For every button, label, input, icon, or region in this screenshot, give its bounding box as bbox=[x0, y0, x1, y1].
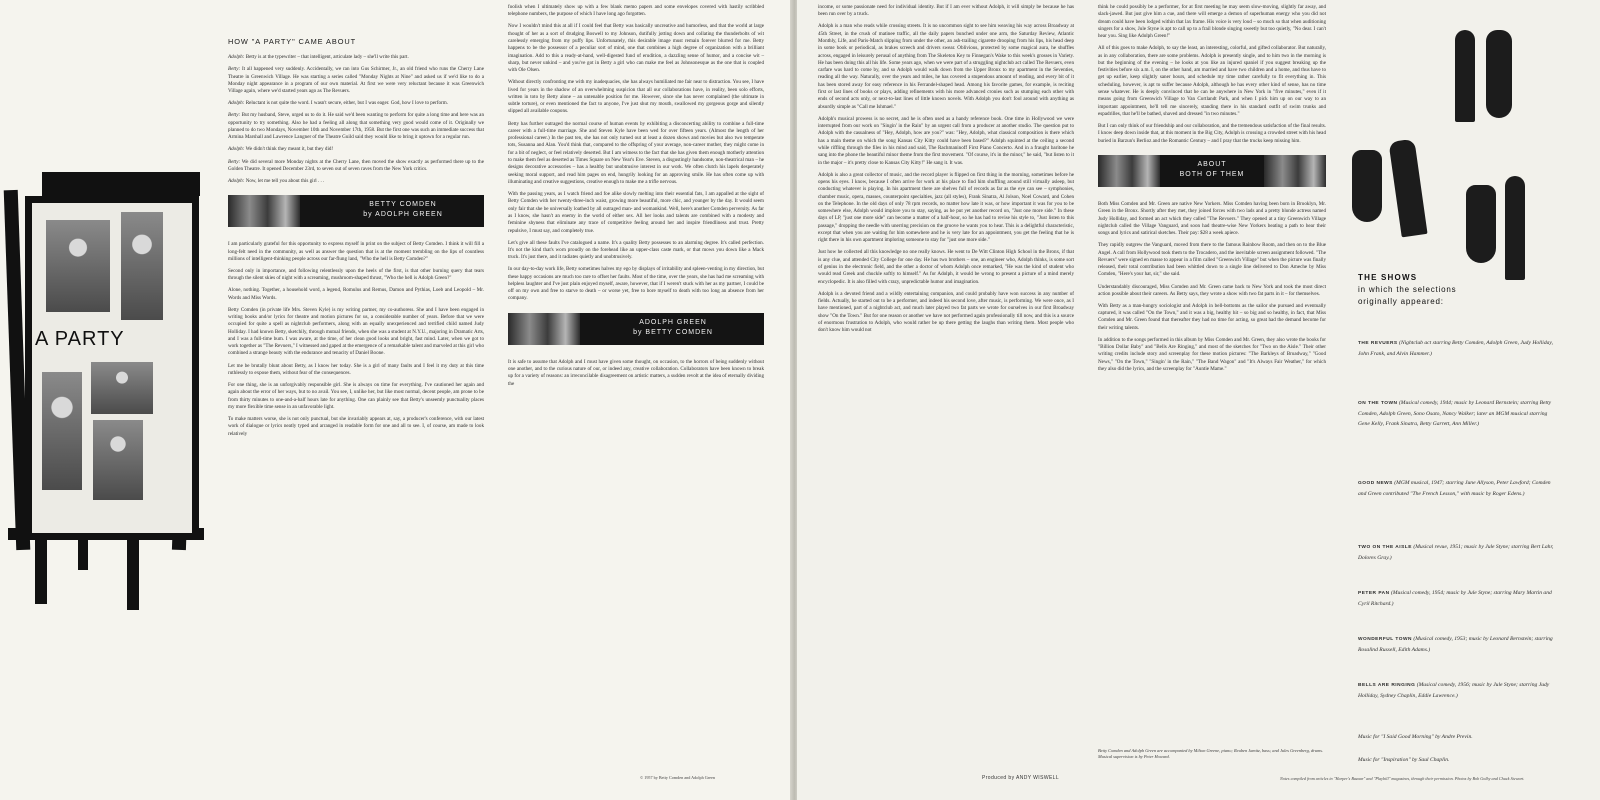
show-entry: ON THE TOWN (Musical comedy, 1944; music by Leonard Bernstein; starring Betty Comden, Adolph Green, Sono Osato, Nancy Walker; later an MGM musical starring Gene Kelly, Frank Sinatra, Betty Garrett, Ann Miller.) bbox=[1358, 400, 1552, 427]
dialogue-line: Betty: We did several more Monday nights at the Cherry Lane, then moved the show exactly as performed there up to the Golden Theatre. It opened December 23rd, to seven out of seven raves from the New York critics. bbox=[228, 158, 484, 172]
paragraph: All of this goes to make Adolph, to say the least, an interesting, colorful, and gifted collaborator. But naturally, as in any collaboration, there are some problems. Adolph is presently single, and to him two in the morning is but the beginning of the evening – he looks at you like an injured spaniel if you suggest breaking up the festivities before six a.m. I, on the other hand, am married and have two children and a home, and thus have to get up earlier, keep slightly saner hours, and schedule my time rather carefully to fit everything in. This scheduling, however, is apt to suffer because Adolph, although he has every other kind of sense, has no time sense whatever. He is deeply convinced that he can be anywhere in New York in "five minutes," even if it means going from Greenwich Village to Van Cortlandt Park, and when I pick him up on our way to an important appointment, he'll tell me sincerely, standing there in his standard outfit of swim trunks and espadrilles, that he'll be bathed, shaved and dressed "in two minutes." bbox=[1098, 45, 1326, 117]
easel-title: A PARTY bbox=[35, 328, 125, 350]
easel-foot-right bbox=[127, 540, 139, 610]
paragraph: Adolph is also a great collector of music, and the record player is flipped on first thing in the morning, sometimes before he opens his eyes. I know, because I often arrive for work at his place to find him shuffling around still virtually asleep, but conducting whatever is playing. In his apartment there are shelves full of records as far as the eye can see – symphonies, chamber music, opera, masses, counterpoint specialties, jazz (all styles), Frank Sinatra, Al Jolson, Noel Coward, and Cohen on the Telephone. In the old days of only 78 rpm records, no matter how late it was, or how important it was for you to be somewhere else, Adolph would implore you to stay, saying, as he put yet another record on, "Just one more side." In these days of LP, "just one more side" can become a matter of a half-hour, so he has had to revise his style to, "Just listen to this passage," dropping the needle with unerring precision on the groove he wants you to hear. This is a delightful characteristic, except that when you are waiting for him somewhere and he is very late for an appointment, you get the feeling that he is right there in his own apartment imploring someone to stay for "just one more side." bbox=[818, 171, 1074, 244]
dialogue-line: Betty: But my husband, Steve, urged us to do it. He said we'd been wanting to perform for quite a long time and here was an opportunity to try something. Also he had a feeling all along that something very good would come of it. Originally we planned to do two Mondays, November 10th and November 17th, 1958. But the first one was such an immediate success that Armina Marshall and Lawrence Langner of the Theatre Guild said they would like to bring it uptown for a regular run. bbox=[228, 112, 484, 141]
notes-credit: Notes compiled from articles in "Harper's Bazaar" and "Playbill" magazines, through their permission. Photos by Bob Golby and Chuck Stewart. bbox=[1280, 776, 1525, 781]
musicians-credit: Betty Comden and Adolph Green are accompanied by Milton Greene, piano; Reuben Jamitz, bass; and Jules Greenberg, drums. Musical supervision is by Peter Howard. bbox=[1098, 748, 1324, 759]
dialogue-line: Betty: It all happened very suddenly. Accidentally, we ran into Gus Schirmer, Jr., an old friend who runs the Cherry Lane Theatre in Greenwich Village. He was starting a series called "Monday Nights at Nine" and asked us if we'd like to do a Monday night appearance in a program of our own material. At first we were very reluctant because it was Greenwich Village again, where we'd started years ago as The Revuers. bbox=[228, 66, 484, 95]
paragraph: Alone, nothing. Together, a household word, a legend, Romulus and Remus, Damon and Pythias, Loeb and Leopold – Mr. Words and Miss Words. bbox=[228, 287, 484, 301]
dialogue-line: Adolph: We didn't think they meant it, but they did! bbox=[228, 146, 334, 153]
figure-woman-right bbox=[1466, 185, 1496, 263]
paragraph: With the passing years, as I watch friend and foe alike slowly melting into their essential fats, I am appalled at the sight of Betty Comden with her twenty-three-inch waist, growing more beautiful, more chic, and younger by the day. It would seem only fair that she be universally loathed by all outraged man- and womankind. Well, here's another Comden perversity. As far as I know, she hasn't an enemy in the world of either sex. All her looks and talents are combined with a modesty and feminine shyness that eliminate any trace of competitive feeling around her and inspire friendliness and trust. Pretty repulsive, I must say, and completely true. bbox=[508, 191, 764, 234]
copyright: © 1957 by Betty Comden and Adolph Green bbox=[640, 775, 715, 780]
paragraph: But I can only think of our friendship and our collaboration, and the tremendous satisfaction of the final results. I know deep down inside that, at this moment in the Big City, Adolph is crossing a crowded street with his head buried in Barzun's Berlioz and the Romantic Century – and I pray that the trucks keep missing him. bbox=[1098, 123, 1326, 144]
easel-foot-left bbox=[35, 540, 47, 604]
paragraph: In addition to the songs performed in this album by Miss Comden and Mr. Green, they also wrote the books for "Billion Dollar Baby" and "Bells Are Ringing," and most of the sketches for "Two on the Aisle." Their other writing credits include story and screenplay for these motion pictures: "The Barkleys of Broadway," "Good News," "On the Town," "Singin' in the Rain," "The Band Wagon" and "It's Always Fair Weather," for which they also did the lyrics, and the screenplay for "Auntie Mame." bbox=[1098, 336, 1326, 373]
section-heading: HOW "A PARTY" CAME ABOUT bbox=[228, 37, 357, 46]
paragraph: income, or some passionate need for individual identity. But if I am ever without Adolph, it will simply be because he has been run over by a truck. bbox=[818, 4, 1074, 18]
column-1 bbox=[228, 30, 484, 443]
photo-eyes bbox=[228, 195, 300, 227]
figure-woman-top bbox=[1486, 30, 1512, 118]
show-entry: THE REVUERS (Nightclub act starring Betty Comden, Adolph Green, Judy Holliday, John Frank, and Alvin Hammer.) bbox=[1358, 340, 1553, 357]
photo-dancing bbox=[93, 420, 143, 500]
easel-top bbox=[42, 172, 200, 196]
figure-woman-left bbox=[1352, 150, 1382, 222]
column-4 bbox=[1098, 4, 1326, 378]
paragraph: Now I wouldn't mind this at all if I could feel that Betty was basically uncreative and humorless, and that the world at large thought of her as a sort of drudging Boswell to my Johnson, dutifully jotting down and collating the thunderbolts of wit carelessly emerging from my puffy lips. Unfortunately, this desirable image must remain forever blurred for me. Betty happens to be the possessor of a peculiar sort of mind, one that combines a high degree of organization with a brilliant imagination. Add to this a ready-at-hand, well-digested fund of erudition, a dazzling sense of humor, and a concise wit – sharp, but never unkind – and you've got in Betty a girl who can make me feel as Johnsonesque as the one that is coupled with Ole Olsen. bbox=[508, 23, 764, 74]
column-2 bbox=[508, 4, 764, 393]
header-bar-about-both bbox=[1098, 155, 1326, 187]
paragraph: Understandably discouraged, Miss Comden and Mr. Green came back to New York and took the most direct action possible about their careers. As Betty says, they wrote a show with two fat parts in it – for themselves. bbox=[1098, 283, 1326, 297]
show-entry: BELLS ARE RINGING (Musical comedy, 1956; music by Jule Styne; starring Judy Holliday, Sydney Chaplin, Eddie Lawrence.) bbox=[1358, 682, 1550, 699]
show-entry: Music for "Inspiration" by Saul Chaplin. bbox=[1358, 757, 1450, 763]
paragraph: Adolph's musical prowess is no secret, and he is often used as a handy reference book. One time in Hollywood we were interrupted from our work on "Singin' in the Rain" by an urgent call from a producer at another studio. The question put to Adolph with the casualness of "Hey, Adolph, how are you?" was: "Hey, Adolph, what classical composition is there which has a main theme on which the song Kansas City Kitty could have been based?" Adolph squinted at the ceiling a second while riffling through the files in his mind and said, The Rachmaninoff First Piano Concerto. And in a fraught baritone he sang into the phone the beautiful minor theme from the first movement. "Of course, it's in the minor," he said, "but listen to it in the major – it's pretty close to Kansas City Kitty!" He sang it. It was. bbox=[818, 115, 1074, 166]
photo-single-left bbox=[42, 372, 82, 490]
bar-label: ADOLPH GREEN by BETTY COMDEN bbox=[633, 318, 713, 336]
photo-eyes-right bbox=[1264, 155, 1326, 187]
paragraph: think he could possibly be a performer, for at first meeting he may seem slow-moving, slightly far away, and slack-jawed. But just give him a cue, and there will emerge a demon of superhuman energy who you did not dream could have been lodged within that lax frame. His voice is very loud – so much so that when auditioning singers for a show, Jule Styne is apt to call up to a frail blonde singing sweetly but too quietly, "No dear. I can't hear you. Sing like Adolph Green!" bbox=[1098, 4, 1326, 40]
dialogue-line: Adolph: Betty is at the typewriter – that intelligent, articulate lady – she'll write this part. bbox=[228, 54, 409, 61]
paragraph: Just how he collected all this knowledge no one really knows. He went to De Witt Clinton High School in the Bronx, if that is any clue, and attended City College for one day. He has two brothers – one, an engineer who, Adolph thinks, is some sort of genius in the electronic field, and the other a doctor of whom Adolph once remarked, "He was the kind of student who would read Greek and chuckle softly to himself." As for Adolph, it would be wrong to present a picture of a mind merely encyclopedic. It is also filled with crazy, unpredictable humor and imagination. bbox=[818, 249, 1074, 285]
shows-title: THE SHOWS in which the selections originally appeared: bbox=[1358, 273, 1457, 306]
photo-duo-top bbox=[46, 220, 110, 312]
header-bar-adolph-green bbox=[508, 313, 764, 345]
paragraph: Adolph is a man who reads while crossing streets. It is no uncommon sight to see him weaving his way across Broadway at 45th Street, in the crush of matinee traffic, all the daily papers bunched under one arm, the Saturday Review, Atlantic Monthly, Life, and Paris-Match slipping from under the other, an ash-trailing cigarette drooping from his lips, his head deep in some book or periodical, as brakes screech and drivers swear. Oblivious, protected by some magical aura, he shuffles across, engaged in leisurely perusal of anything from The Skeleton Key to Finnegan's Wake to this week's grosses in Variety. He has been doing this all his life. Some years ago, when we were part of a struggling nightclub act called The Revuers, even carfare was hard to come by, and so Adolph would walk down from the Upper Bronx to my apartment in the Seventies, reading all the way. Naturally, over the years and miles, he has covered a stupendous amount of reading, and every bit of it has been stored away for easy reference in his Ferrandel-shaped head. Among his favorite games, for example, is reciting first or last lines of books or plays, adding refinements with his more advanced cronies such as stumping each other with ends of second acts only, or next-to-last lines of little known novels. With Adolph you don't fool around with anything as absurdly simple as "Call me Ishmael." bbox=[818, 23, 1074, 110]
paragraph: Let's give all these faults I've catalogued a name. It's a quality Betty possesses to an alarming degree. It's called perfection. It's not the kind that's worn proudly on the forehead like an upper-class caste mark, or that mows you down like a Mack truck. It's just there, and it radiates quietly and unobtrusively. bbox=[508, 239, 764, 261]
figure-man-right bbox=[1505, 176, 1525, 280]
paragraph: Both Miss Comden and Mr. Green are native New Yorkers. Miss Comden having been born in Brooklyn, Mr. Green in the Bronx. Shortly after they met, they joined forces with two lads and a pretty blonde actress named Judy Holliday, and formed an act which they called "The Revuers." They opened at a tiny Greenwich Village nightclub called the Village Vanguard, and soon had theatre-wise New Yorkers beating a path to hear their songs and lyrics and satirical sketches. Their pay: $28 a week apiece. bbox=[1098, 200, 1326, 237]
paragraph: Second only in importance, and following relentlessly upon the heels of the first, is that other burning query that tears through the silent skies of night with a screaming, mushroom-shaped thrust, "Who the hell is Adolph Green?" bbox=[228, 267, 484, 282]
paragraph: In our day-to-day work life, Betty sometimes halves my ego by displays of irritability and spleen-venting in my direction, but these happy occasions are much too rare to offset her faults. Most of the time, over the years, she has had me screaming with helpless laughter and I've just plain enjoyed myself, aware, however, that if I weren't stuck with her as my partner, I could be off on my own and free to starve to death – or worse yet, free to bore myself to death with too long an absence from her company. bbox=[508, 266, 764, 302]
photo-eyes-left bbox=[1098, 155, 1160, 187]
dialogue-line: Adolph: Now, let me tell you about this girl . . . bbox=[228, 177, 325, 184]
paragraph: foolish when I ultimately show up with a few blank memo papers and some envelopes covered with hastily scribbled telephone numbers, the purpose of which I have long ago forgotten. bbox=[508, 4, 764, 18]
photo-face bbox=[91, 362, 153, 414]
paragraph: With Betty as a man-hungry sociologist and Adolph in bell-bottoms as the sailor she pursued and eventually captured, it was called "On the Town," and it was a big, healthy hit – so big and so healthy, in fact, that Miss Comden and Mr. Green found that thereafter they had no time for acting, so great had the demand become for their writing talents. bbox=[1098, 302, 1326, 331]
column-3 bbox=[818, 4, 1074, 339]
photo-face-left bbox=[508, 313, 580, 345]
show-entry: PETER PAN (Musical comedy, 1954; music by Jule Styne; starring Mary Martin and Cyril Ritchard.) bbox=[1358, 590, 1552, 607]
paragraph: Betty Comden (in private life Mrs. Steven Kyle) is my writing partner, my co-authoress. She and I have been engaged in writing books and/or lyrics for theatre and motion pictures for us, a considerable number of years. Before that we were occupied for quite a spell as nightclub performers, along with an equally unexperienced and terrified child named Judy Holliday. I had known Betty, sketchily, through mutual friends, when she was a student at N.Y.U., majoring in Dramatic Arts, and I was a full-time bum. I was aware, at the time, of her clean good looks and bright, fast mind. Later, when we got to work together as "The Revuers," I witnessed and gaped at the emergence of a remarkable talent and marveled at this girl who combined a strange beauty with the endurance and tenacity of Daniel Boone. bbox=[228, 306, 484, 357]
paragraph: Let me be brutally blunt about Betty, as I know her today. She is a girl of many faults and I feel it my duty at this time ruthlessly to expose them, without fear of the consequences. bbox=[228, 362, 484, 376]
paragraph: It is safe to assume that Adolph and I must have given some thought, on occasion, to the horrors of being suddenly without one another, and to the curious nature of our, or indeed any, creative collaboration. Collaborators have been known to break up for a variety of reasons: an irreconcilable disagreement on artistic matters, a sudden revolt at the idea of eternally dividing the bbox=[508, 358, 764, 387]
paragraph: They rapidly outgrew the Vanguard, moved from there to the famous Rainbow Room, and then on to the Blue Angel. A call from Hollywood took them to the Trocadero, and the inevitable screen assignment followed. "The Revuers" were signed en masse to appear in a film called "Greenwich Village" but when the picture was finally released, their total contribution had been whittled down to a single line delivered to Don Ameche by Miss Comden, "Here's your hat, sir," she said. bbox=[1098, 242, 1326, 278]
paragraph: To make matters worse, she is not only punctual, but she invariably appears at, say, a producer's conference, with our latest work of dialogue or lyrics neatly typed and arranged in readable form for one and all to see. I, of course, am made to look relatively bbox=[228, 415, 484, 437]
paragraph: Adolph is a devoted friend and a wildly entertaining companion, and could probably have won success in any number of fields. Actually, he started out to be a performer, and indeed his second love, after music, is performing. We were once, as I have mentioned, part of a nightclub act, and much later played two fat parts we wrote for ourselves in our first Broadway show "On the Town." But for one reason or another we have not performed again professionally till now, and this is a source of enormous frustration to Adolph, who would rather be up there getting the laughs than writing them. Most people who don't know him would not bbox=[818, 290, 1074, 334]
show-entry: GOOD NEWS (MGM musical, 1947; starring June Allyson, Peter Lawford; Comden and Green contributed "The French Lesson," with music by Roger Edens.) bbox=[1358, 480, 1551, 497]
bar-label: BETTY COMDEN by ADOLPH GREEN bbox=[363, 201, 443, 219]
show-entry: WONDERFUL TOWN (Musical comedy, 1953; music by Leonard Bernstein; starring Rosalind Russell, Edith Adams.) bbox=[1358, 636, 1553, 653]
show-entry: TWO ON THE AISLE (Musical revue, 1951; music by Jule Styne; starring Bert Lahr, Dolores Gray.) bbox=[1358, 544, 1554, 561]
paragraph: I am particularly grateful for this opportunity to express myself in print on the subject of Betty Comden. I think it will fill a long-felt need in the community, as well as answer the question that is at the moment trembling on the lips of countless millions of intelligent-thinking people across our far-flung land, "Who the hell is Betty Comden?" bbox=[228, 241, 484, 262]
paragraph: Without directly confronting me with my inadequacies, she has always humiliated me fair near to distraction. You see, I have lived for years in the shadow of an overwhelming suspicion that all our collaborations have, in reality, been solo efforts, written in toto by Betty alone – an untenable position for me. However, since she has never complained (the ultimate in subtle torture), or even mentioned the fact to anyone, I've just shut my mouth, swallowed my gorgeous gorge and silently slipped all available coupons. bbox=[508, 79, 764, 115]
easel-foot-mid bbox=[78, 540, 88, 570]
header-bar-betty-comden bbox=[228, 195, 484, 227]
photo-single-right bbox=[121, 212, 163, 320]
dialogue-line: Adolph: Reluctant is not quite the word. I wasn't secure, either, but I was eager. God, how I love to perform. bbox=[228, 100, 448, 107]
bar-label: ABOUT BOTH OF THEM bbox=[1179, 160, 1245, 178]
paragraph: For one thing, she is an unforgivably responsible girl. She is always on time for everything. I've cautioned her again and again about the error of her ways, but to no avail. You see, I, unlike her, but like most normal, decent people, am prone to be from thirty minutes to one-and-a-half hours late for anything. One can plainly see that Betty's unseemly punctuality places my more flexible time sense in an unfavorable light. bbox=[228, 381, 484, 410]
figure-man-top bbox=[1455, 30, 1475, 122]
producer-credit: Produced by ANDY WISWELL bbox=[982, 775, 1060, 781]
show-entry: Music for "I Said Good Morning" by Andre Previn. bbox=[1358, 734, 1473, 740]
paragraph: Betty has further outraged the normal course of human events by exhibiting a disconcerting ability to combine a full-time career with a full-time marriage. She and Steven Kyle have been wed for over fifteen years. (Almost the length of her professional career.) In the past ten, she has not only turned out at least a dozen shows and movies but also two temperate tots, Susanna and Alan. You'd think that, compared to the offspring of your average, non-career mother, they might come in for a bit of neglect, or feel relatively deserted. But I am witness to the fact that she has given them enough motherly attention to make them feel as deserted as Times Square on New Year's Eve. Steven, a disgustingly handsome, non-theatrical man – he designs decorative accessories – has a healthy but unobtrusive interest in our work. We often clutch his lapels desperately seeking moral support, and read him pages on end, hungrily looking for an approving smile. He has often come up with illuminating and creative suggestions, creative enough to make me a trifle nervous. bbox=[508, 120, 764, 185]
